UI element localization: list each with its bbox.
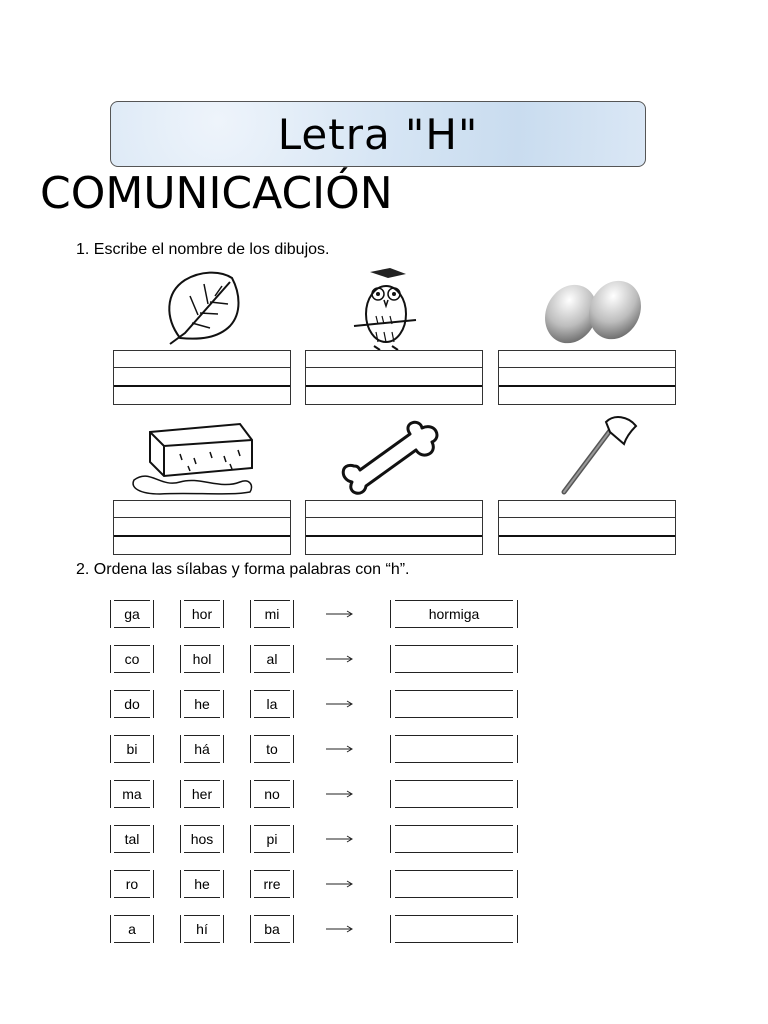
writing-lines[interactable] bbox=[498, 500, 676, 555]
exercise-1-instruction: 1. Escribe el nombre de los dibujos. bbox=[76, 241, 330, 258]
writing-lines[interactable] bbox=[113, 350, 291, 405]
arrow-right-icon bbox=[326, 655, 354, 663]
arrow-right-icon bbox=[326, 610, 354, 618]
answer-box[interactable] bbox=[390, 870, 518, 898]
syllable-card: hol bbox=[180, 645, 224, 673]
syllable-card: ba bbox=[250, 915, 294, 943]
arrow-right-icon bbox=[326, 745, 354, 753]
syllable-card: ma bbox=[110, 780, 154, 808]
syllable-card: her bbox=[180, 780, 224, 808]
arrow-right-icon bbox=[326, 790, 354, 798]
answer-box[interactable] bbox=[390, 645, 518, 673]
writing-lines[interactable] bbox=[113, 500, 291, 555]
eggs-icon bbox=[543, 278, 645, 346]
syllable-card: mi bbox=[250, 600, 294, 628]
syllable-card: he bbox=[180, 870, 224, 898]
answer-box[interactable] bbox=[390, 735, 518, 763]
answer-box[interactable] bbox=[390, 915, 518, 943]
syllable-card: la bbox=[250, 690, 294, 718]
arrow-right-icon bbox=[326, 880, 354, 888]
arrow-right-icon bbox=[326, 925, 354, 933]
arrow-right-icon bbox=[326, 700, 354, 708]
syllable-card: tal bbox=[110, 825, 154, 853]
syllable-card: al bbox=[250, 645, 294, 673]
syllable-card: hor bbox=[180, 600, 224, 628]
writing-lines[interactable] bbox=[498, 350, 676, 405]
answer-box[interactable] bbox=[390, 780, 518, 808]
leaf-icon bbox=[160, 268, 246, 346]
ice-icon bbox=[130, 418, 258, 496]
bone-icon bbox=[338, 420, 440, 496]
answer-box[interactable] bbox=[390, 825, 518, 853]
exercise-2-instruction: 2. Ordena las sílabas y forma palabras con “h”. bbox=[76, 561, 410, 578]
syllable-card: co bbox=[110, 645, 154, 673]
syllable-card: hí bbox=[180, 915, 224, 943]
subject-heading: COMUNICACIÓN bbox=[40, 168, 393, 219]
syllable-card: hos bbox=[180, 825, 224, 853]
axe-icon bbox=[556, 412, 640, 498]
owl-icon bbox=[350, 266, 420, 352]
arrow-right-icon bbox=[326, 835, 354, 843]
answer-box[interactable] bbox=[390, 690, 518, 718]
writing-lines[interactable] bbox=[305, 500, 483, 555]
syllable-card: há bbox=[180, 735, 224, 763]
syllable-card: pi bbox=[250, 825, 294, 853]
syllable-card: a bbox=[110, 915, 154, 943]
syllable-card: ro bbox=[110, 870, 154, 898]
writing-lines[interactable] bbox=[305, 350, 483, 405]
syllable-card: rre bbox=[250, 870, 294, 898]
page-title: Letra "H" bbox=[277, 109, 479, 159]
title-banner bbox=[110, 101, 646, 167]
syllable-card: bi bbox=[110, 735, 154, 763]
syllable-card: no bbox=[250, 780, 294, 808]
syllable-card: he bbox=[180, 690, 224, 718]
answer-box[interactable]: hormiga bbox=[390, 600, 518, 628]
syllable-card: ga bbox=[110, 600, 154, 628]
syllable-card: do bbox=[110, 690, 154, 718]
syllable-card: to bbox=[250, 735, 294, 763]
